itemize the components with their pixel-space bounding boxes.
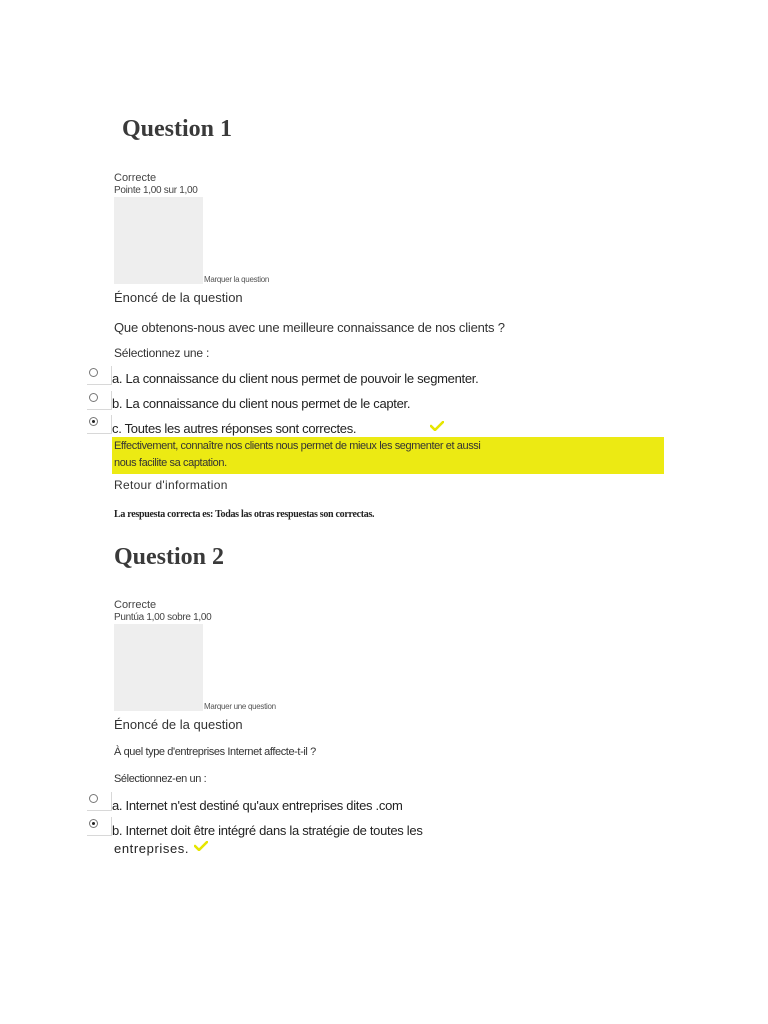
feedback-line-1: Effectivement, connaître nos clients nous permet de mieux les segmenter et aussi (114, 440, 481, 452)
answer-a-label[interactable]: a. La connaissance du client nous permet de pouvoir le segmenter. (112, 371, 479, 386)
answer-a-radio[interactable] (89, 368, 98, 377)
q2-answer-a-radio[interactable] (89, 794, 98, 803)
question-1-flag-link[interactable]: Marquer la question (204, 275, 270, 284)
answer-b-radio-cell[interactable] (87, 391, 112, 410)
question-1-title: Question 1 (122, 116, 233, 142)
q2-answer-b-label-line-1[interactable]: b. Internet doit être intégré dans la stratégie de toutes les (112, 823, 423, 838)
question-2-text: À quel type d'entreprises Internet affecte-t-il ? (114, 746, 316, 758)
question-1-text: Que obtenons-nous avec une meilleure connaissance de nos clients ? (114, 320, 505, 335)
q2-answer-b-label-line-2[interactable]: entreprises. (114, 841, 190, 856)
correct-answer: La respuesta correcta es: Todas las otras respuestas son correctas. (114, 509, 375, 520)
question-1-prompt: Sélectionnez une : (114, 346, 210, 360)
q2-answer-a-label[interactable]: a. Internet n'est destiné qu'aux entreprises dites .com (112, 798, 403, 813)
question-2-state: Correcte (114, 599, 157, 611)
answer-c-radio-cell[interactable] (87, 415, 112, 434)
question-2-title: Question 2 (114, 544, 225, 570)
answer-c-label[interactable]: c. Toutes les autres réponses sont correctes. (112, 421, 357, 436)
feedback-line-2: nous facilite sa captation. (114, 457, 227, 469)
q2-answer-b-radio-cell[interactable] (87, 817, 112, 836)
answer-a-radio-cell[interactable] (87, 366, 112, 385)
check-icon (194, 841, 208, 851)
q2-answer-b-radio[interactable] (89, 819, 98, 828)
q2-answer-a-radio-cell[interactable] (87, 792, 112, 811)
specific-feedback (112, 437, 664, 474)
question-2-prompt: Sélectionnez-en un : (114, 773, 207, 785)
answer-b-label[interactable]: b. La connaissance du client nous permet de le capter. (112, 396, 411, 411)
answer-b-radio[interactable] (89, 393, 98, 402)
question-2-flag-link[interactable]: Marquer une question (204, 702, 276, 711)
question-2-statement-heading: Énoncé de la question (114, 717, 243, 732)
question-2-grade: Puntúa 1,00 sobre 1,00 (114, 612, 212, 623)
check-icon (430, 421, 444, 431)
question-2-flag-box (114, 624, 203, 711)
question-1-flag-box (114, 197, 203, 284)
answer-c-radio[interactable] (89, 417, 98, 426)
question-1-statement-heading: Énoncé de la question (114, 290, 243, 305)
feedback-heading: Retour d'information (114, 478, 228, 492)
question-1-grade: Pointe 1,00 sur 1,00 (114, 185, 198, 196)
question-1-state: Correcte (114, 172, 157, 184)
